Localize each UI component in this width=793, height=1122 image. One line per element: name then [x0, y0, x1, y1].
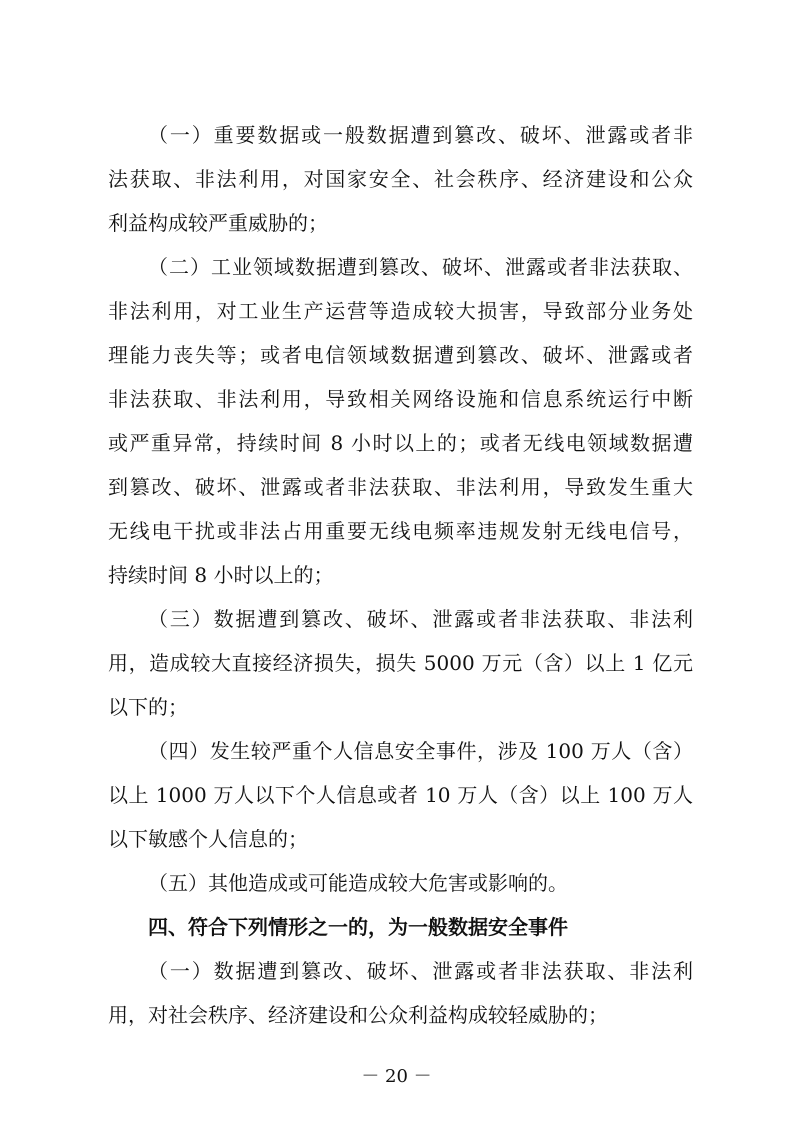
paragraph-line: 利益构成较严重威胁的；: [108, 211, 328, 235]
paragraph-line: 以下敏感个人信息的；: [108, 827, 308, 851]
paragraph-line: 到篡改、破坏、泄露或者非法获取、非法利用，导致发生重大: [108, 475, 693, 499]
paragraph-line: 法获取、非法利用，对国家安全、社会秩序、经济建设和公众: [108, 167, 693, 191]
paragraph-line: 无线电干扰或非法占用重要无线电频率违规发射无线电信号，: [108, 519, 693, 543]
paragraph-line: （三）数据遭到篡改、破坏、泄露或者非法获取、非法利: [148, 607, 693, 631]
paragraph-line: （二）工业领域数据遭到篡改、破坏、泄露或者非法获取、: [148, 255, 693, 279]
paragraph-line: （四）发生较严重个人信息安全事件，涉及 100 万人（含）: [148, 739, 693, 763]
paragraph-line: 或严重异常，持续时间 8 小时以上的；或者无线电领域数据遭: [108, 431, 693, 455]
paragraph-line: （一）数据遭到篡改、破坏、泄露或者非法获取、非法利: [148, 959, 693, 983]
paragraph-line: （一）重要数据或一般数据遭到篡改、破坏、泄露或者非: [148, 123, 693, 147]
page-number: － 20 －: [361, 1066, 432, 1087]
paragraph-line: （五）其他造成或可能造成较大危害或影响的。: [148, 871, 568, 895]
paragraph-line: 理能力丧失等；或者电信领域数据遭到篡改、破坏、泄露或者: [108, 343, 693, 367]
paragraph-line: 用，对社会秩序、经济建设和公众利益构成较轻威胁的；: [108, 1003, 608, 1027]
paragraph-line: 以下的；: [108, 695, 188, 719]
section-heading: 四、符合下列情形之一的，为一般数据安全事件: [148, 915, 568, 939]
paragraph-line: 非法获取、非法利用，导致相关网络设施和信息系统运行中断: [108, 387, 693, 411]
paragraph-line: 用，造成较大直接经济损失，损失 5000 万元（含）以上 1 亿元: [108, 651, 693, 675]
paragraph-line: 持续时间 8 小时以上的；: [108, 563, 334, 587]
paragraph-line: 以上 1000 万人以下个人信息或者 10 万人（含）以上 100 万人: [108, 783, 693, 807]
paragraph-line: 非法利用，对工业生产运营等造成较大损害，导致部分业务处: [108, 299, 693, 323]
